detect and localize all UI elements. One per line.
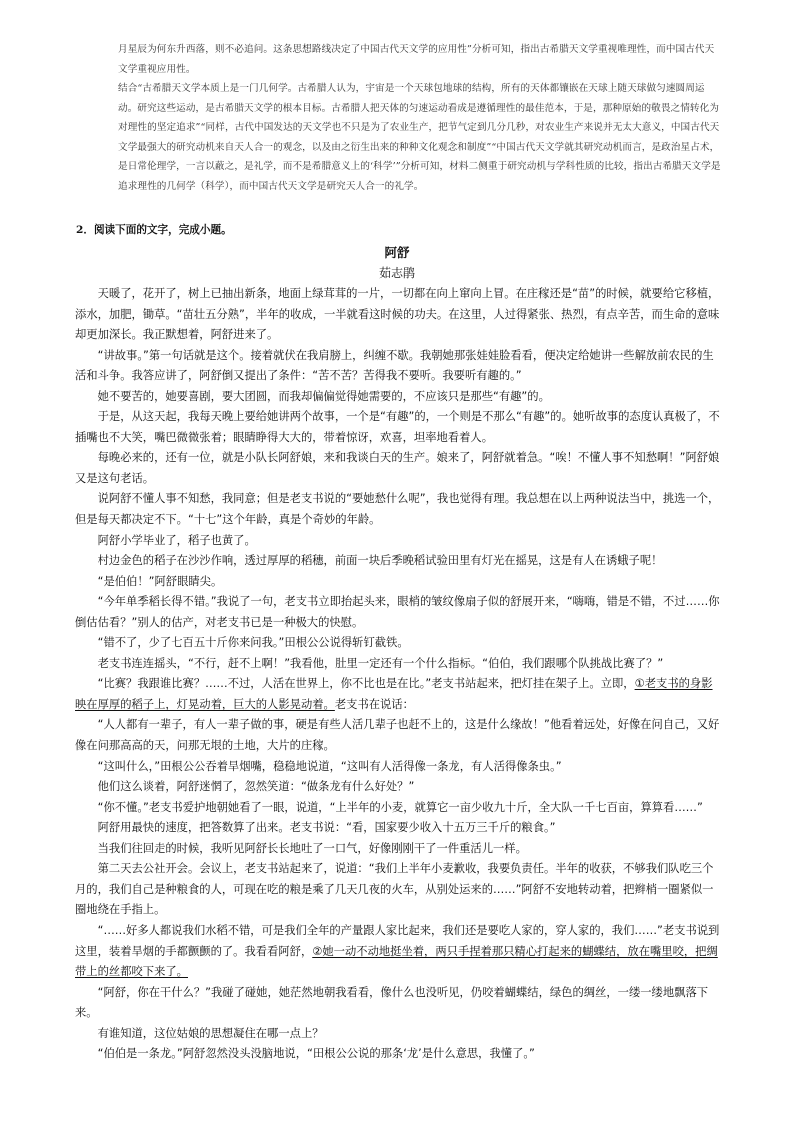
body-text-span: “……好多人都说我们水稻不错，可是我们全年的产量跟人家比起来，我们还是要吃人家的，穿人家的，我们……”老支书说到这里，装着旱烟的手都颤颤的了。我看看阿舒， (75, 923, 720, 958)
body-paragraph: 阿舒小学毕业了，稻子也黄了。 (97, 533, 256, 547)
body-paragraph: 有谁知道，这位姑娘的思想凝住在哪一点上？ (97, 1026, 324, 1040)
body-paragraph: “今年单季稻长得不错。”我说了一句，老支书立即抬起头来，眼梢的皱纹像扇子似的舒展开来，“嗨嗨，错是不错，不过……你倒估估看？”别人的估产，对老支书已是一种极大的快慰。 (75, 595, 720, 629)
body-paragraph: 于是，从这天起，我每天晚上要给她讲两个故事，一个是“有趣”的，一个则是不那么“有趣”的。她听故事的态度认真极了，不插嘴也不大笑，嘴巴微微张着；眼睛睁得大大的，带着惊讶，欢喜，坦率地看着人。 (75, 410, 720, 444)
body-paragraph: “你不懂。”老支书爱护地朝她看了一眼，说道，“上半年的小麦，就算它一亩少收九十斤，全大队一千七百亩，算算看……” (97, 800, 703, 814)
body-paragraph: “是伯伯！”阿舒眼睛尖。 (97, 574, 223, 588)
body-paragraph (75, 674, 722, 715)
body-paragraph: 阿舒用最快的速度，把答数算了出来。老支书说：“看，国家要少收入十五万三千斤的粮食。” (97, 821, 556, 835)
body-paragraph: 老支书连连摇头，“不行，赶不上啊！”我看他，肚里一定还有一个什么指标。“伯伯，我们跟哪个队挑战比赛了？” (97, 656, 664, 670)
body-paragraph (75, 921, 722, 983)
body-paragraph: 每晚必来的，还有一位，就是小队长阿舒娘，来和我谈白天的生产。娘来了，阿舒就着急。“唉！不懂人事不知愁啊！”阿舒娘又是这句老话。 (75, 451, 720, 485)
article-author: 茹志鹃 (378, 266, 415, 280)
underlined-sentence-1: ①老支书的身影映在厚厚的稻子上，灯晃动着，巨大的人影晃动着。 (75, 677, 713, 711)
analysis-paragraph: 结合“古希腊天文学本质上是一门几何学。古希腊人认为，宇宙是一个天球包地球的结构，所有的天体都镶嵌在天球上随天球做匀速圆周运动。研究这些运动，是古希腊天文学的根本目标。古希腊人把天体的匀速运动看成是遵循理性的最佳范本，于是，那种原始的敬畏之情转化为对理性的坚定追求”“同样，古代中国发达的天文学也不只是为了农业生产，把节气定到几分几秒，对农业生产来说并无太大意义，中国古代天文学最强大的研究动机来自天人合一的观念，以及由之衍生出来的种种文化观念和制度”“中国古代天文学就其研究动机而言，是政治星占术，是日常伦理学，一言以蔽之，是礼学，而不是希腊意义上的‘科学’”分析可知，材料二侧重于研究动机与学科性质的比较，指出古希腊天文学是追求理性的几何学（科学），而中国古代天文学是研究天人合一的礼学。 (118, 83, 721, 192)
body-paragraph: 当我们往回走的时候，我听见阿舒长长地吐了一口气，好像刚刚干了一件重活儿一样。 (97, 841, 527, 855)
underlined-sentence-2: ②她一动不动地挺坐着，两只手捏着那只精心打起来的蝴蝶结，放在嘴里咬，把绸带上的丝都咬下来了。 (75, 944, 718, 979)
body-paragraph: 她不要苦的，她要喜剧，要大团圆，而我却偏偏觉得她需要的，不应该只是那些“有趣”的。 (97, 389, 550, 403)
analysis-paragraph: 月星辰为何东升西落，则不必追问。这条思想路线决定了中国古代天文学的应用性”分析可知，指出古希腊天文学重视唯理性，而中国古代天文学重视应用性。 (118, 44, 715, 75)
article-title: 阿舒 (384, 245, 410, 260)
body-paragraph: “阿舒，你在干什么？”我碰了碰她，她茫然地朝我看看，像什么也没听见，仍咬着蝴蝶结，绿色的绸丝，一缕一缕地飘落下来。 (75, 985, 709, 1020)
body-text-span: “比赛？我跟谁比赛？……不过，人活在世界上，你不比也是在比。”老支书站起来，把灯挂在架子上。立即， (97, 677, 635, 691)
article-body (75, 284, 722, 1065)
body-paragraph: “这叫什么，”田根公公吞着旱烟嘴，稳稳地说道，“这叫有人活得像一条龙，有人活得像条虫。” (97, 759, 562, 773)
body-paragraph: 说阿舒不懂人事不知愁，我同意；但是老支书说的“要她愁什么呢”，我也觉得有理。我总想在以上两种说法当中，挑选一个，但是每天都决定不下。“十七”这个年龄，真是个奇妙的年龄。 (75, 492, 720, 527)
body-paragraph: “错不了，少了七百五十斤你来问我。”田根公公说得斩钉截铁。 (97, 636, 409, 650)
body-paragraph: “人人都有一辈子，有人一辈子做的事，硬是有些人活几辈子也赶不上的，这是什么缘故！”他看着远处，好像在问自己，又好像在问那高高的天，问那无垠的土地，大片的庄稼。 (75, 718, 720, 753)
body-paragraph: 天暖了，花开了，树上已抽出新条，地面上绿茸茸的一片，一切都在向上窜向上冒。在庄稼还是“苗”的时候，就要给它移植，添水，加肥，锄草。“苗壮五分熟”，半年的收成，一半就看这时候的功夫。在这里，人过得紧张、热烈，有点辛苦，而生命的意味却更加深长。我正默想着，阿舒进来了。 (75, 287, 720, 342)
body-paragraph: “讲故事。”第一句话就是这个。接着就伏在我肩膀上，纠缠不歇。我朝她那张娃娃脸看看，便决定给她讲一些解放前农民的生活和斗争。我答应讲了，阿舒倒又提出了条件：“苦不苦？苦得我不要听。我要听有趣的。” (75, 348, 714, 383)
body-text-span: 老支书在说话： (334, 697, 414, 711)
analysis-text-block (118, 40, 722, 196)
body-paragraph: “伯伯是一条龙。”阿舒忽然没头没脑地说，“田根公公说的那条‘龙’是什么意思，我懂了。” (97, 1047, 535, 1061)
body-paragraph: 第二天去公社开会。会议上，老支书站起来了，说道：“我们上半年小麦歉收，我要负责任。半年的收获，不够我们队吃三个月的，我们自己是种粮食的人，可现在吃的粮是乘了几天几夜的火车，从别处运来的……”阿舒不安地转动着，把辫梢一圈紧似一圈地绕在手指上。 (75, 862, 714, 917)
body-paragraph: 村边金色的稻子在沙沙作响，透过厚厚的稻穗，前面一块后季晚稻试验田里有灯光在摇晃，这是有人在诱蛾子呢！ (97, 554, 663, 568)
body-paragraph: 他们这么谈着，阿舒迷惘了，忽然笑道：“做条龙有什么好处？” (97, 780, 415, 794)
question-heading: 2．阅读下面的文字，完成小题。 (76, 224, 232, 236)
